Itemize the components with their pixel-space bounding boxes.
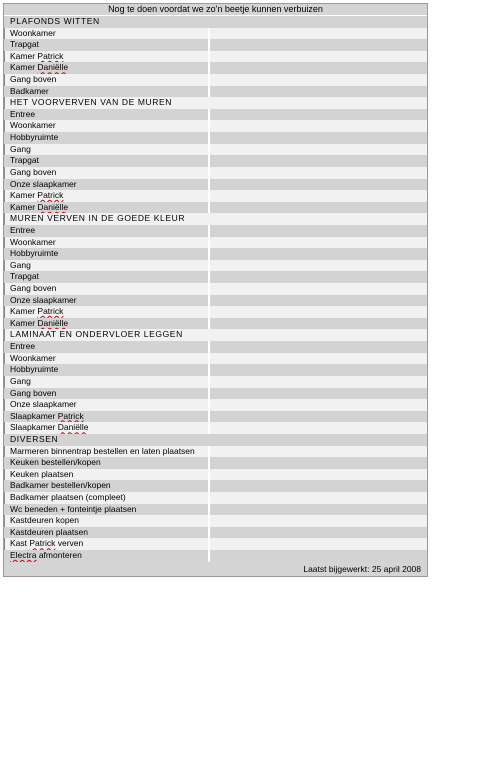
task-row: [4, 120, 427, 132]
spellcheck-flagged-word: Patrick: [37, 190, 64, 201]
task-row: [4, 538, 427, 550]
todo-list: [4, 16, 427, 562]
status-cell: [210, 109, 427, 121]
task-row: [4, 179, 427, 191]
todo-sheet: [3, 3, 428, 577]
task-row: [4, 318, 427, 330]
task-label: Entree: [4, 225, 210, 237]
task-row: [4, 353, 427, 365]
section-header: [4, 329, 427, 341]
task-row: [4, 480, 427, 492]
task-row: [4, 515, 427, 527]
status-cell: [210, 155, 427, 167]
task-row: [4, 492, 427, 504]
status-cell: [210, 62, 427, 74]
status-cell: [210, 504, 427, 516]
status-cell: [210, 538, 427, 550]
task-label: Entree: [4, 109, 210, 121]
task-row: [4, 109, 427, 121]
spellcheck-flagged-word: Daniëlle: [37, 317, 69, 328]
task-label: Entree: [4, 341, 210, 353]
status-cell: [210, 318, 427, 330]
status-cell: [210, 515, 427, 527]
spellcheck-flagged-word: Daniëlle: [57, 422, 89, 433]
task-row: [4, 306, 427, 318]
section-header: [4, 213, 427, 225]
section-title: DIVERSEN: [10, 433, 59, 444]
task-row: [4, 527, 427, 539]
task-row: [4, 504, 427, 516]
section-title: PLAFONDS WITTEN: [10, 16, 100, 26]
task-label: Trapgat: [4, 39, 210, 51]
task-label: Wc beneden + fonteintje plaatsen: [4, 504, 210, 516]
status-cell: [210, 51, 427, 63]
task-label: Woonkamer: [4, 353, 210, 365]
task-label: Keuken bestellen/kopen: [4, 457, 210, 469]
status-cell: [210, 225, 427, 237]
task-row: [4, 248, 427, 260]
status-cell: [210, 376, 427, 388]
task-label: Marmeren binnentrap bestellen en laten plaatsen: [4, 446, 210, 458]
task-label: Gang boven: [4, 167, 210, 179]
spellcheck-flagged-word: Patrick: [57, 410, 84, 421]
status-cell: [210, 527, 427, 539]
status-cell: [210, 202, 427, 214]
status-cell: [210, 422, 427, 434]
task-row: [4, 190, 427, 202]
spellcheck-flagged-word: Patrick: [29, 538, 56, 549]
task-label: Slaapkamer Patrick: [4, 411, 210, 423]
task-row: [4, 132, 427, 144]
task-label: Onze slaapkamer: [4, 399, 210, 411]
status-cell: [210, 399, 427, 411]
section-header: [4, 97, 427, 109]
task-row: [4, 86, 427, 98]
task-row: [4, 167, 427, 179]
status-cell: [210, 74, 427, 86]
task-row: [4, 446, 427, 458]
last-updated-footer: Laatst bijgewerkt: 25 april 2008: [4, 562, 427, 576]
sheet-title: Nog te doen voordat we zo'n beetje kunnen verbuizen: [4, 4, 427, 16]
status-cell: [210, 457, 427, 469]
status-cell: [210, 388, 427, 400]
status-cell: [210, 480, 427, 492]
status-cell: [210, 550, 427, 562]
spellcheck-flagged-word: Daniëlle: [37, 62, 69, 73]
task-label: Kamer Daniëlle: [4, 62, 210, 74]
task-label: Hobbyruimte: [4, 364, 210, 376]
status-cell: [210, 86, 427, 98]
section-header: [4, 16, 427, 28]
task-row: [4, 271, 427, 283]
task-label: Gang boven: [4, 283, 210, 295]
section-header: [4, 434, 427, 446]
status-cell: [210, 39, 427, 51]
task-row: [4, 364, 427, 376]
status-cell: [210, 190, 427, 202]
task-label: Hobbyruimte: [4, 132, 210, 144]
status-cell: [210, 492, 427, 504]
spellcheck-flagged-word: Patrick: [37, 306, 64, 317]
task-label: Kamer Patrick: [4, 51, 210, 63]
task-label: Kamer Patrick: [4, 190, 210, 202]
task-label: Gang: [4, 260, 210, 272]
task-row: [4, 295, 427, 307]
task-row: [4, 550, 427, 562]
task-label: Woonkamer: [4, 120, 210, 132]
spellcheck-flagged-word: Patrick: [37, 50, 64, 61]
task-row: [4, 411, 427, 423]
task-label: Hobbyruimte: [4, 248, 210, 260]
task-label: Slaapkamer Daniëlle: [4, 422, 210, 434]
task-row: [4, 28, 427, 40]
status-cell: [210, 179, 427, 191]
task-label: Electra afmonteren: [4, 550, 210, 562]
task-label: Gang boven: [4, 74, 210, 86]
task-label: Gang: [4, 376, 210, 388]
task-row: [4, 376, 427, 388]
task-row: [4, 469, 427, 481]
task-label: Kastdeuren plaatsen: [4, 527, 210, 539]
status-cell: [210, 446, 427, 458]
task-row: [4, 341, 427, 353]
status-cell: [210, 260, 427, 272]
status-cell: [210, 295, 427, 307]
status-cell: [210, 120, 427, 132]
status-cell: [210, 167, 427, 179]
task-row: [4, 202, 427, 214]
status-cell: [210, 237, 427, 249]
status-cell: [210, 353, 427, 365]
status-cell: [210, 271, 427, 283]
task-label: Onze slaapkamer: [4, 295, 210, 307]
status-cell: [210, 283, 427, 295]
status-cell: [210, 144, 427, 156]
task-label: Keuken plaatsen: [4, 469, 210, 481]
task-row: [4, 51, 427, 63]
task-row: [4, 74, 427, 86]
task-label: Woonkamer: [4, 237, 210, 249]
task-row: [4, 422, 427, 434]
status-cell: [210, 411, 427, 423]
section-title: HET VOORVERVEN VAN DE MUREN: [4, 97, 427, 109]
task-label: Kastdeuren kopen: [4, 515, 210, 527]
task-row: [4, 144, 427, 156]
status-cell: [210, 306, 427, 318]
status-cell: [210, 28, 427, 40]
task-row: [4, 388, 427, 400]
task-row: [4, 39, 427, 51]
status-cell: [210, 248, 427, 260]
status-cell: [210, 364, 427, 376]
task-row: [4, 399, 427, 411]
task-label: Badkamer: [4, 86, 210, 98]
task-row: [4, 260, 427, 272]
task-label: Gang: [4, 144, 210, 156]
task-label: Kamer Daniëlle: [4, 318, 210, 330]
task-label: Gang boven: [4, 388, 210, 400]
task-label: Badkamer bestellen/kopen: [4, 480, 210, 492]
section-title: LAMINAAT EN ONDERVLOER LEGGEN: [4, 329, 427, 341]
task-row: [4, 155, 427, 167]
task-label: Woonkamer: [4, 28, 210, 40]
task-label: Badkamer plaatsen (compleet): [4, 492, 210, 504]
spellcheck-flagged-word: Electra: [10, 550, 37, 561]
task-label: Kamer Patrick: [4, 306, 210, 318]
spellcheck-flagged-word: Daniëlle: [37, 201, 69, 212]
task-row: [4, 225, 427, 237]
task-label: Onze slaapkamer: [4, 179, 210, 191]
task-row: [4, 457, 427, 469]
task-label: Trapgat: [4, 155, 210, 167]
status-cell: [210, 132, 427, 144]
task-row: [4, 283, 427, 295]
task-label: Kamer Daniëlle: [4, 202, 210, 214]
task-label: Trapgat: [4, 271, 210, 283]
status-cell: [210, 341, 427, 353]
task-label: Kast Patrick verven: [4, 538, 210, 550]
task-row: [4, 237, 427, 249]
task-row: [4, 62, 427, 74]
status-cell: [210, 469, 427, 481]
section-title: MUREN VERVEN IN DE GOEDE KLEUR: [4, 213, 427, 225]
